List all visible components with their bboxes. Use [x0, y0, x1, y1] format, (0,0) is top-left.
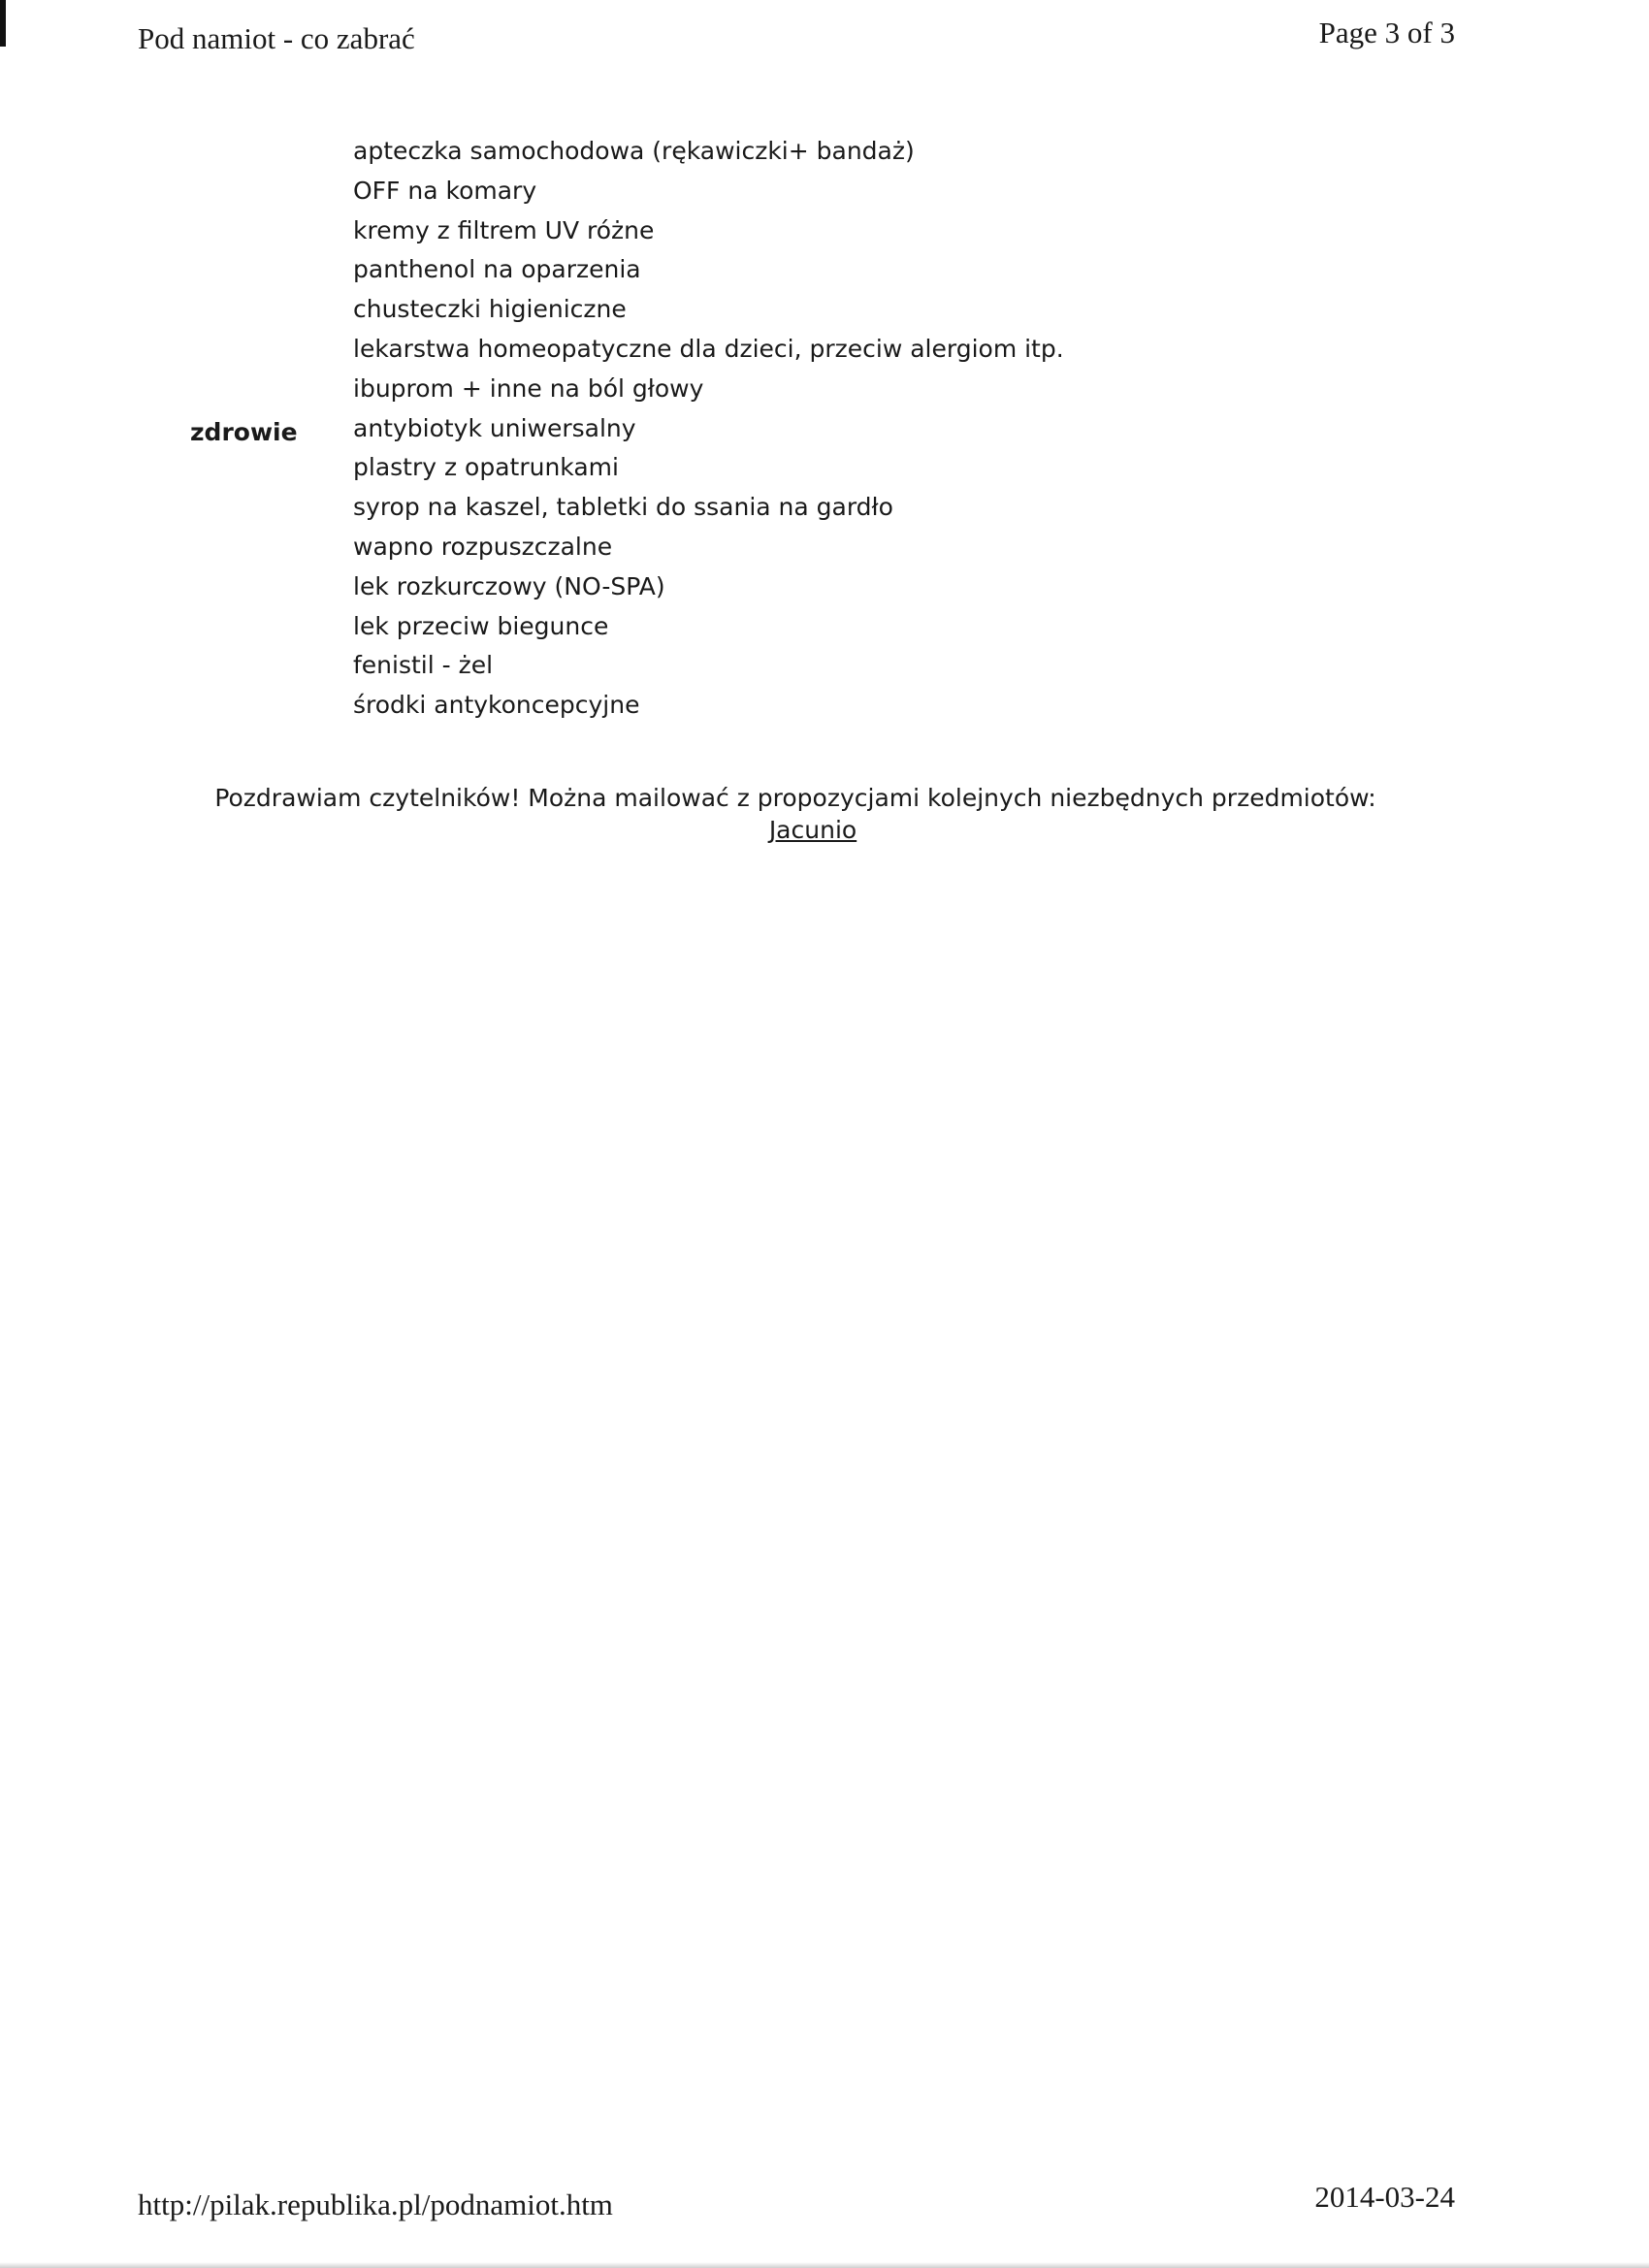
list-item: lekarstwa homeopatyczne dla dzieci, przeciw alergiom itp. — [353, 334, 1064, 363]
list-item: lek rozkurczowy (NO-SPA) — [353, 571, 665, 600]
list-item: plastry z opatrunkami — [353, 453, 619, 482]
list-item: lek przeciw biegunce — [353, 611, 609, 640]
page-number: Page 3 of 3 — [1318, 16, 1455, 49]
list-item: wapno rozpuszczalne — [353, 532, 613, 561]
list-item: fenistil - żel — [353, 651, 494, 680]
page-header-title: Pod namiot - co zabrać — [138, 21, 415, 55]
scan-edge-bottom — [0, 2262, 1649, 2268]
category-label: zdrowie — [190, 418, 298, 446]
list-item: chusteczki higieniczne — [353, 295, 627, 324]
list-item: syrop na kaszel, tabletki do ssania na gardło — [353, 493, 893, 522]
item-list — [353, 134, 1064, 728]
list-item: apteczka samochodowa (rękawiczki+ bandaż) — [353, 137, 915, 165]
footer-url: http://pilak.republika.pl/podnamiot.htm — [138, 2187, 613, 2221]
author-link[interactable]: Jacunio — [768, 816, 857, 844]
scan-edge-mark — [0, 0, 6, 47]
closing-greeting: Pozdrawiam czytelników! Można mailować z propozycjami kolejnych niezbędnych przedmiotów: — [214, 784, 1376, 812]
list-item: antybiotyk uniwersalny — [353, 413, 636, 442]
list-item: środki antykoncepcyjne — [353, 691, 640, 720]
footer-date: 2014-03-24 — [1314, 2180, 1455, 2214]
list-item: kremy z filtrem UV różne — [353, 215, 655, 244]
list-item: panthenol na oparzenia — [353, 255, 641, 284]
list-item: ibuprom + inne na ból głowy — [353, 373, 704, 403]
author-link-container — [0, 813, 1626, 848]
list-item: OFF na komary — [353, 176, 537, 205]
